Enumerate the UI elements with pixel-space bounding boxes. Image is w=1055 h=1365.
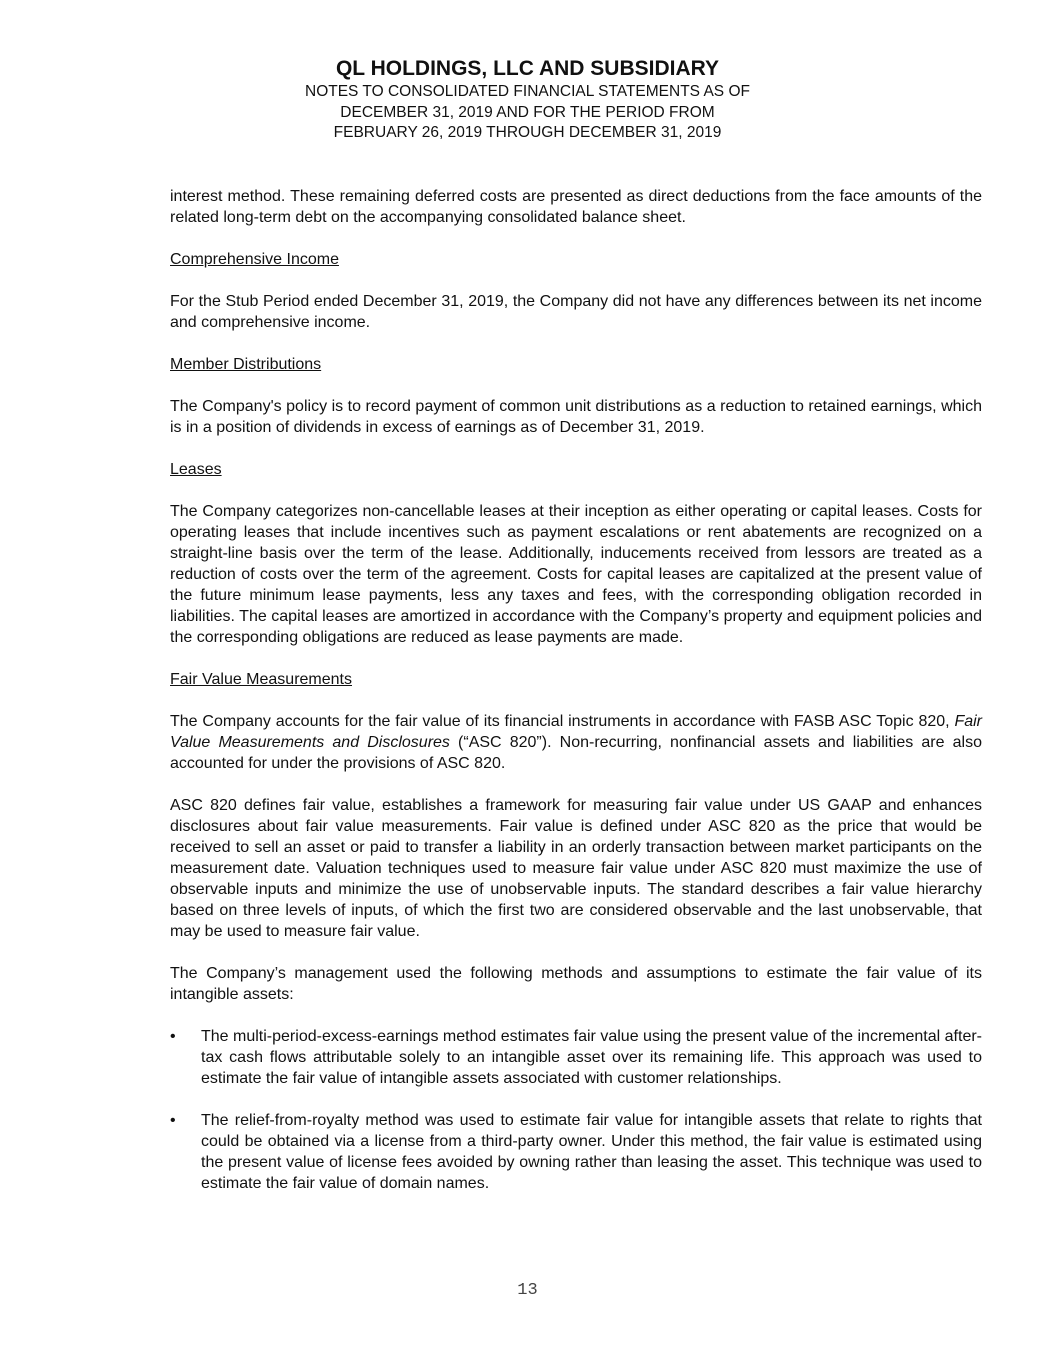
document-header — [0, 56, 1055, 144]
valuation-methods-list — [170, 1026, 982, 1194]
header-line-1: NOTES TO CONSOLIDATED FINANCIAL STATEMENTS AS OF — [305, 83, 750, 100]
page-number: 13 — [517, 1281, 538, 1300]
fair-value-paragraph-2: ASC 820 defines fair value, establishes a framework for measuring fair value under US GAAP and enhances disclosures about fair value measurements. Fair value is defined under ASC 820 as the price that would be received to sell an asset or paid to transfer a liability in an orderly transaction between market participants on the measurement date. Valuation techniques used to measure fair value under ASC 820 must maximize the use of observable inputs and minimize the use of unobservable inputs. The standard describes a fair value hierarchy based on three levels of inputs, of which the first two are considered observable and the last unobservable, that may be used to measure fair value. — [170, 797, 982, 940]
bullet-icon: • — [170, 1028, 176, 1045]
bullet-icon: • — [170, 1112, 176, 1129]
leases-heading: Leases — [170, 461, 222, 478]
member-distributions-heading: Member Distributions — [170, 356, 322, 373]
leases-text: The Company categorizes non-cancellable leases at their inception as either operating or capital leases. Costs for operating leases that include incentives such as payment escalations or rent abatements are recognized on a straight-line basis over the term of the lease. Additionally, inducements received from lessors are treated as a reduction of costs over the term of the agreement. Costs for capital leases are capitalized at the present value of the future minimum lease payments, less any taxes and fees, with the corresponding obligation recorded in liabilities. The capital leases are amortized in accordance with the Company’s property and equipment policies and the corresponding obligations are reduced as lease payments are made. — [170, 503, 982, 646]
list-item-text: The multi-period-excess-earnings method estimates fair value using the present value of the incremental after-tax cash flows attributable solely to an intangible asset over its remaining life. This approach was used to estimate the fair value of intangible assets associated with customer relationships. — [201, 1028, 982, 1087]
fair-value-p1-start: The Company accounts for the fair value of its financial instruments in accordance with FASB ASC Topic 820, — [170, 713, 955, 730]
fair-value-heading: Fair Value Measurements — [170, 671, 352, 688]
member-distributions-text: The Company's policy is to record payment of common unit distributions as a reduction to retained earnings, which is in a position of dividends in excess of earnings as of December 31, 2019. — [170, 398, 982, 436]
intro-paragraph: interest method. These remaining deferred costs are presented as direct deductions from the face amounts of the related long-term debt on the accompanying consolidated balance sheet. — [170, 188, 982, 226]
fair-value-p1-end: (“ASC 820”). Non-recurring, nonfinancial assets and liabilities are also accounted for under the provisions of ASC 820. — [170, 734, 982, 772]
list-item — [170, 1026, 982, 1089]
company-name: QL HOLDINGS, LLC AND SUBSIDIARY — [335, 57, 720, 80]
fair-value-standard-title: Fair Value Measurements and Disclosures — [170, 713, 982, 751]
comprehensive-income-heading: Comprehensive Income — [170, 251, 339, 268]
list-item-text: The relief-from-royalty method was used to estimate fair value for intangible assets that relate to rights that could be obtained via a license from a third-party owner. Under this method, the fair value is estimated using the present value of license fees avoided by owning rather than leasing the asset. This technique was used to estimate the fair value of domain names. — [201, 1112, 982, 1192]
header-line-2: DECEMBER 31, 2019 AND FOR THE PERIOD FROM — [340, 103, 715, 121]
notes-body — [170, 186, 982, 1215]
list-item — [170, 1110, 982, 1194]
fair-value-paragraph-1 — [170, 711, 982, 774]
comprehensive-income-text: For the Stub Period ended December 31, 2019, the Company did not have any differences between its net income and comprehensive income. — [170, 293, 982, 331]
fair-value-paragraph-3: The Company’s management used the following methods and assumptions to estimate the fair value of its intangible assets: — [170, 965, 982, 1003]
header-line-3: FEBRUARY 26, 2019 THROUGH DECEMBER 31, 2019 — [333, 124, 722, 141]
